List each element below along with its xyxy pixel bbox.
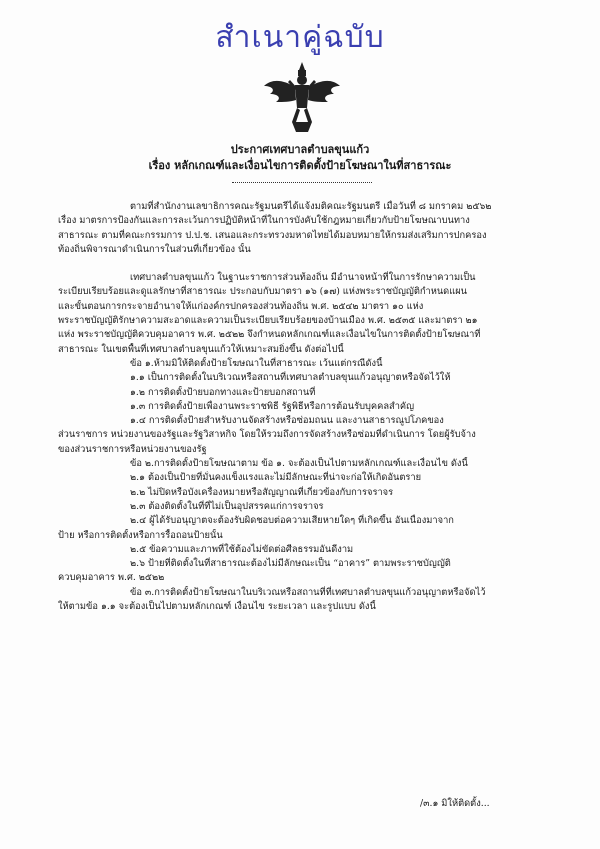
clause-heading: ข้อ ๓.การติดตั้งป้ายโฆษณาในบริเวณหรือสถานที่ที่เทศบาลตำบลขุนแก้วอนุญาตหรือจัดไว้: [130, 586, 486, 598]
clause-item: ๒.๒ ไม่ปิดหรือบังเครื่องหมายหรือสัญญาณที่เกี่ยวข้องกับการจราจร: [130, 486, 394, 498]
paragraph-line: พระราชบัญญัติรักษาความสะอาดและความเป็นระเบียบเรียบร้อยของบ้านเมือง พ.ศ. ๒๕๓๕ และมาตรา ๒๑: [58, 315, 478, 327]
announcement-subject: เรื่อง หลักเกณฑ์และเงื่อนไขการติดตั้งป้ายโฆษณาในที่สาธารณะ: [148, 159, 452, 172]
paragraph-line: ของส่วนราชการหรือหน่วยงานของรัฐ: [58, 443, 207, 455]
clause-item: ๑.๔ การติดตั้งป้ายสำหรับงานจัดสร้างหรือซ่อมถนน และงานสาธารณูปโภคของ: [130, 415, 444, 427]
copy-stamp: สำเนาคู่ฉบับ: [215, 20, 385, 55]
paragraph-line: ควบคุมอาคาร พ.ศ. ๒๕๒๒: [58, 572, 165, 584]
paragraph-line: แห่ง พระราชบัญญัติควบคุมอาคาร พ.ศ. ๒๕๒๒ จึงกำหนดหลักเกณฑ์และเงื่อนไขในการติดตั้งป้ายโฆษณาที่: [58, 329, 481, 341]
clause-item: ๑.๓ การติดตั้งป้ายเพื่องานพระราชพิธี รัฐพิธีหรือการต้อนรับบุคคลสำคัญ: [130, 400, 415, 412]
paragraph-line: ให้ตามข้อ ๑.๑ จะต้องเป็นไปตามหลักเกณฑ์ เงื่อนไข ระยะเวลา และรูปแบบ ดังนี้: [58, 601, 376, 613]
document-body: [58, 200, 544, 614]
garuda-emblem-icon: [262, 60, 342, 134]
paragraph-line: ตามที่สำนักงานเลขาธิการคณะรัฐมนตรีได้แจ้งมติคณะรัฐมนตรี เมื่อวันที่ ๘ มกราคม ๒๕๖๒: [130, 201, 492, 212]
announcement-title: ประกาศเทศบาลตำบลขุนแก้ว: [230, 143, 370, 156]
clause-item: ๒.๕ ข้อความและภาพที่ใช้ต้องไม่ขัดต่อศีลธรรมอันดีงาม: [130, 543, 354, 555]
paragraph-line: ป้าย หรือการติดตั้งหรือการรื้อถอนป้ายนั้น: [58, 529, 223, 541]
continuation-note: /๓.๑ มิให้ติดตั้ง...: [420, 798, 490, 809]
paragraph-line: สาธารณะ ตามที่คณะกรรมการ ป.ป.ช. เสนอและกระทรวงมหาดไทยได้มอบหมายให้กรมส่งเสริมการปกครอง: [58, 229, 487, 241]
paragraph-line: ท้องถิ่นพิจารณาดำเนินการในส่วนที่เกี่ยวข้อง นั้น: [58, 243, 251, 255]
paragraph-line: ส่วนราชการ หน่วยงานของรัฐและรัฐวิสาหกิจ โดยให้รวมถึงการจัดสร้างหรือซ่อมที่ดำเนินการ โดยผู้รับจ้าง: [58, 429, 476, 441]
clause-item: ๒.๑ ต้องเป็นป้ายที่มั่นคงแข็งแรงและไม่มีลักษณะที่น่าจะก่อให้เกิดอันตราย: [130, 472, 422, 484]
clause-item: ๒.๓ ต้องติดตั้งในที่ที่ไม่เป็นอุปสรรคแก่การจราจร: [130, 500, 324, 512]
paragraph-line: เรื่อง มาตรการป้องกันและการละเว้นการปฏิบัติหน้าที่ในการบังคับใช้กฎหมายเกี่ยวกับป้ายโฆษณาบนทาง: [58, 215, 470, 227]
clause-item: ๒.๔ ผู้ได้รับอนุญาตจะต้องรับผิดชอบต่อความเสียหายใดๆ ที่เกิดขึ้น อันเนื่องมาจาก: [130, 515, 454, 527]
clause-item: ๑.๒ การติดตั้งป้ายบอกทางและป้ายบอกสถานที่: [130, 386, 316, 398]
clause-item: ๑.๑ เป็นการติดตั้งในบริเวณหรือสถานที่เทศบาลตำบลขุนแก้วอนุญาตหรือจัดไว้ให้: [130, 372, 451, 384]
clause-heading: ข้อ ๑.ห้ามมิให้ติดตั้งป้ายโฆษณาในที่สาธารณะ เว้นแต่กรณีดังนี้: [130, 357, 383, 369]
paragraph-line: และขั้นตอนการกระจายอำนาจให้แก่องค์กรปกครองส่วนท้องถิ่น พ.ศ. ๒๕๔๒ มาตรา ๑๐ แห่ง: [58, 300, 424, 312]
paragraph-line: ระเบียบเรียบร้อยและดูแลรักษาที่สาธารณะ ประกอบกับมาตรา ๑๖ (๑๗) แห่งพระราชบัญญัติกำหนดแผน: [58, 286, 468, 298]
paragraph-line: สาธารณะ ในเขตพื้นที่เทศบาลตำบลขุนแก้วให้เหมาะสมยิ่งขึ้น ดังต่อไปนี้: [58, 343, 344, 355]
title-divider: [232, 182, 372, 183]
paragraph-line: เทศบาลตำบลขุนแก้ว ในฐานะราชการส่วนท้องถิ่น มีอำนาจหน้าที่ในการรักษาความเป็น: [130, 272, 476, 284]
clause-heading: ข้อ ๒.การติดตั้งป้ายโฆษณาตาม ข้อ ๑. จะต้องเป็นไปตามหลักเกณฑ์และเงื่อนไข ดังนี้: [130, 458, 468, 470]
paragraph-gap: [58, 257, 544, 271]
clause-item: ๒.๖ ป้ายที่ติดตั้งในที่สาธารณะต้องไม่มีลักษณะเป็น “อาคาร” ตามพระราชบัญญัติ: [130, 558, 451, 570]
